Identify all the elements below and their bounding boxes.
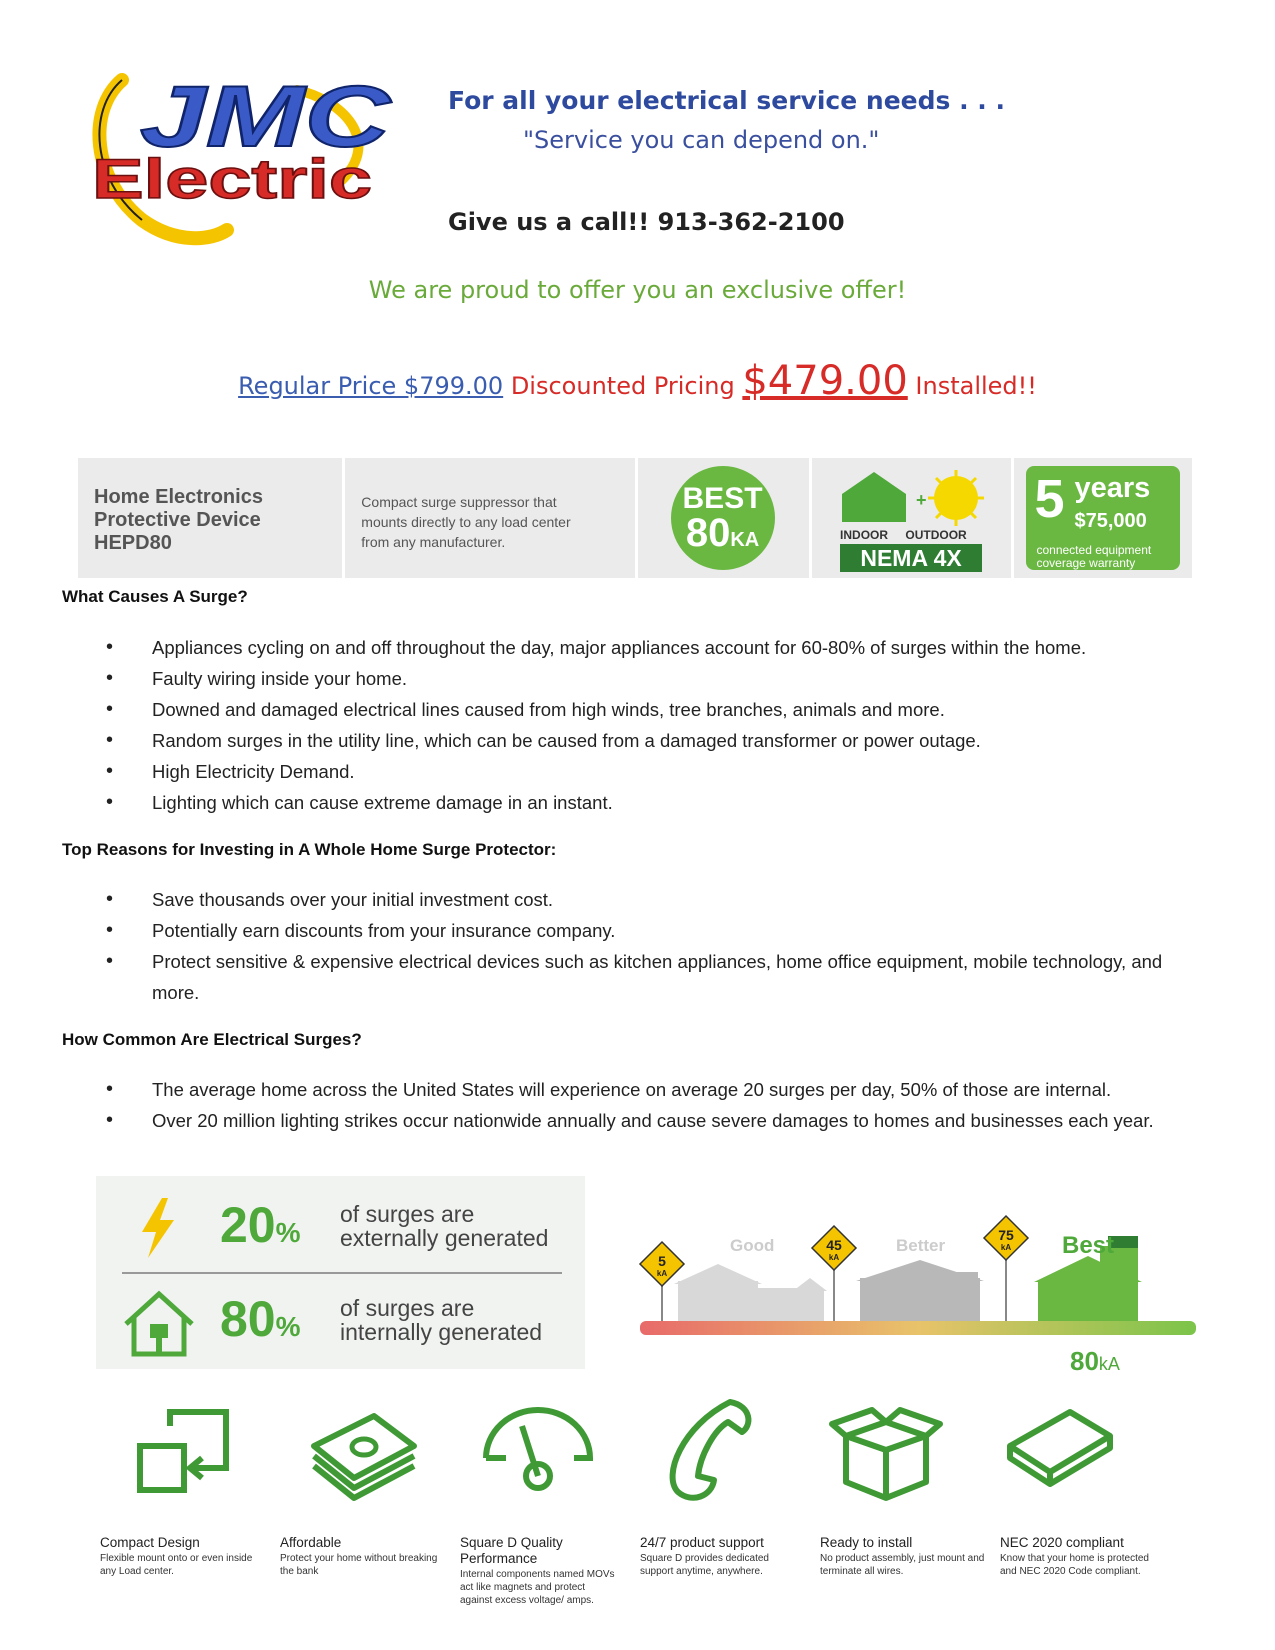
list-item: • Lighting which can cause extreme damage in an instant.	[100, 787, 1210, 818]
indoor-outdoor-labels: INDOOR OUTDOOR	[840, 528, 967, 542]
feature-quality	[460, 1535, 615, 1607]
list-item: • Random surges in the utility line, which can be caused from a damaged transformer or power outage.	[100, 725, 1210, 756]
feature-desc: Square D provides dedicated support anytime, anywhere.	[640, 1553, 769, 1577]
section-title-causes: What Causes A Surge?	[62, 587, 248, 606]
list-item: • Potentially earn discounts from your insurance company.	[100, 915, 1210, 946]
sign-unit: kA	[656, 1269, 668, 1278]
stats-divider	[122, 1272, 562, 1274]
gauge-icon	[478, 1396, 598, 1506]
sign-unit: kA	[1000, 1243, 1012, 1252]
pricing-line	[0, 358, 1275, 404]
common-list	[100, 1074, 1210, 1136]
banner-product-name	[78, 458, 342, 578]
feature-desc: Know that your home is protected and NEC 2020 Code compliant.	[1000, 1553, 1149, 1577]
discount-label: Discounted Pricing	[510, 372, 735, 400]
level-better: Better	[896, 1236, 946, 1255]
description-line: mounts directly to any load center	[361, 514, 571, 530]
compact-design-icon	[130, 1396, 250, 1506]
percent-sign: %	[275, 1217, 301, 1248]
level-good: Good	[730, 1236, 775, 1255]
list-item: • Faulty wiring inside your home.	[100, 663, 1210, 694]
feature-ready-install	[820, 1535, 985, 1578]
stat-line: externally generated	[340, 1225, 549, 1251]
stat-line: of surges are	[340, 1201, 475, 1227]
best-80ka-badge	[671, 466, 775, 570]
feature-desc: Internal components named MOVs act like magnets and protect against excess voltage/ amps.	[460, 1569, 615, 1606]
best-label: BEST	[682, 482, 763, 515]
description-line: Compact surge suppressor that	[361, 494, 557, 510]
feature-desc: Protect your home without breaking the bank	[280, 1553, 438, 1577]
tagline: For all your electrical service needs . . .	[448, 86, 1005, 115]
feature-title: Square D Quality Performance	[460, 1535, 563, 1566]
rating-number: 80	[1070, 1346, 1099, 1376]
stat-line: of surges are	[340, 1295, 475, 1321]
sign-75ka: 75	[998, 1227, 1014, 1243]
feature-support	[640, 1535, 805, 1578]
jmc-electric-logo	[82, 70, 402, 250]
protection-ranking-scene	[638, 1176, 1198, 1376]
installed-text: Installed!!	[915, 372, 1037, 400]
list-item: • Appliances cycling on and off throughout the day, major appliances account for 60-80% of surges within the home.	[100, 632, 1210, 663]
box-install-icon	[826, 1396, 946, 1506]
list-item: • High Electricity Demand.	[100, 756, 1210, 787]
stat-line: internally generated	[340, 1319, 543, 1345]
banner-nema	[812, 458, 1011, 578]
sign-45ka: 45	[826, 1237, 842, 1253]
product-banner	[78, 458, 1192, 578]
percent-sign: %	[275, 1311, 301, 1342]
nema-4x-label: NEMA 4X	[840, 544, 982, 572]
lightning-bolt-icon	[136, 1196, 180, 1260]
phone-support-icon	[652, 1396, 772, 1506]
warranty-amount: $75,000	[1074, 510, 1147, 532]
reasons-list	[100, 884, 1210, 1008]
internal-text	[340, 1296, 542, 1344]
feature-nec-compliant	[1000, 1535, 1165, 1578]
best-unit: KA	[730, 529, 760, 551]
list-item: • Save thousands over your initial investment cost.	[100, 884, 1210, 915]
product-model: HEPD80	[94, 532, 172, 554]
warranty-years-number: 5	[1034, 469, 1065, 529]
feature-title: Ready to install	[820, 1535, 913, 1550]
offer-headline: We are proud to offer you an exclusive offer!	[368, 276, 907, 304]
warranty-years-label: years	[1074, 472, 1151, 504]
level-best: Best	[1062, 1232, 1115, 1259]
logo-line2: Electric	[92, 147, 372, 210]
feature-compact-design	[100, 1535, 265, 1578]
regular-price-link[interactable]: Regular Price $799.00	[238, 372, 504, 400]
plus-sign: +	[916, 490, 927, 510]
banner-warranty	[1014, 458, 1192, 578]
list-item: • Downed and damaged electrical lines caused from high winds, tree branches, animals and more.	[100, 694, 1210, 725]
sign-unit: kA	[828, 1253, 840, 1262]
product-line: Protective Device	[94, 509, 261, 531]
causes-list	[100, 632, 1210, 818]
internal-number: 80	[220, 1291, 276, 1347]
external-number: 20	[220, 1197, 276, 1253]
indoor-outdoor-icon	[840, 468, 990, 528]
product-line: Home Electronics	[94, 486, 263, 508]
internal-percent	[220, 1290, 301, 1348]
feature-desc: Flexible mount onto or even inside any Load center.	[100, 1553, 253, 1577]
call-us-phone[interactable]: Give us a call!! 913-362-2100	[448, 208, 845, 236]
feature-title: 24/7 product support	[640, 1535, 764, 1550]
external-text	[340, 1202, 548, 1250]
money-stack-icon	[304, 1396, 424, 1506]
description-line: from any manufacturer.	[361, 534, 506, 550]
discount-price: $479.00	[742, 358, 908, 404]
surge-stats-box	[96, 1176, 585, 1369]
list-item: • Over 20 million lighting strikes occur nationwide annually and cause severe damages to homes and businesses each year.	[100, 1105, 1210, 1136]
sign-5ka: 5	[658, 1253, 666, 1269]
list-item: • Protect sensitive & expensive electrical devices such as kitchen appliances, home office equipment, mobile technology, and more.	[100, 946, 1210, 1008]
logo-line1: JMC	[140, 70, 393, 165]
feature-desc: No product assembly, just mount and terminate all wires.	[820, 1553, 985, 1577]
feature-title: NEC 2020 compliant	[1000, 1535, 1124, 1550]
slogan: "Service you can depend on."	[523, 126, 880, 154]
feature-title: Compact Design	[100, 1535, 200, 1550]
warranty-desc: coverage warranty	[1036, 556, 1136, 570]
code-book-icon	[1000, 1396, 1120, 1506]
warranty-badge	[1026, 466, 1180, 570]
best-number: 80	[685, 511, 731, 555]
rating-unit: kA	[1098, 1354, 1120, 1374]
section-title-reasons: Top Reasons for Investing in A Whole Home Surge Protector:	[62, 840, 557, 859]
section-title-common: How Common Are Electrical Surges?	[62, 1030, 362, 1049]
external-percent	[220, 1196, 301, 1254]
best-rating-80ka	[1070, 1346, 1120, 1377]
banner-description	[345, 458, 634, 578]
ranking-illustration	[638, 1176, 1198, 1346]
list-item: • The average home across the United States will experience on average 20 surges per day, 50% of those are internal.	[100, 1074, 1210, 1105]
warranty-desc: connected equipment	[1036, 543, 1152, 557]
banner-best-badge	[638, 458, 810, 578]
house-plug-icon	[122, 1288, 196, 1358]
feature-affordable	[280, 1535, 445, 1578]
feature-title: Affordable	[280, 1535, 342, 1550]
